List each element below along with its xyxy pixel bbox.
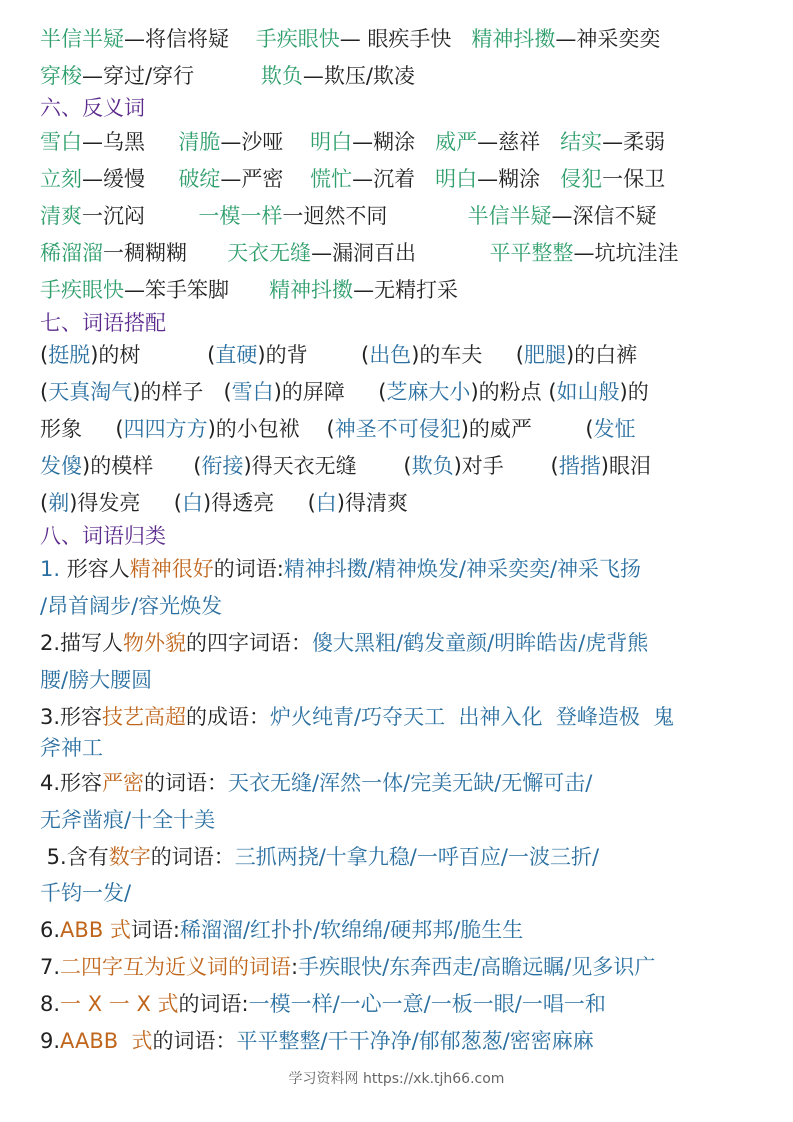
highlighted-term: AABB 式 [60, 1029, 153, 1053]
highlighted-term: 四四方方 [123, 417, 208, 441]
plain-text [345, 380, 378, 404]
highlighted-term: 清脆 [178, 130, 221, 154]
text-line [40, 554, 641, 584]
plain-text: — 眼疾手快 [339, 27, 452, 51]
plain-text: ( [115, 417, 124, 441]
plain-text: 3.形容 [40, 705, 103, 729]
plain-text: ( [223, 380, 232, 404]
section-heading [40, 308, 166, 338]
plain-text [300, 417, 327, 441]
plain-text [140, 491, 173, 515]
plain-text: )眼泪 [600, 454, 651, 478]
plain-text [283, 130, 310, 154]
heading-text: 七、词语搭配 [40, 311, 166, 335]
text-line [40, 164, 665, 194]
text-line [40, 952, 655, 982]
plain-text: ( [40, 491, 49, 515]
plain-text [415, 167, 435, 191]
plain-text [194, 64, 261, 88]
plain-text [229, 278, 269, 302]
plain-text: 的词语： [152, 1029, 237, 1053]
highlighted-term: 明白 [310, 130, 353, 154]
highlighted-term: 稀溜溜/红扑扑/软绵绵/硬邦邦/脆生生 [179, 918, 524, 942]
text-line [40, 702, 674, 732]
highlighted-term: 千钧一发/ [40, 881, 132, 905]
plain-text: 7. [40, 955, 61, 979]
plain-text: —笨手笨脚 [124, 278, 229, 302]
plain-text [387, 204, 467, 228]
highlighted-term: 直硬 [215, 343, 258, 367]
text-line [40, 628, 648, 658]
text-line [40, 733, 103, 763]
highlighted-term: 精神抖擞/精神焕发/神采奕奕/神采飞扬 [283, 557, 642, 581]
plain-text [451, 27, 471, 51]
page-footer: 学习资料网 https://xk.tjh66.com [288, 1071, 505, 1087]
highlighted-term: 肥腿 [523, 343, 566, 367]
plain-text: ( [173, 491, 182, 515]
plain-text [415, 130, 435, 154]
plain-text: : [291, 955, 299, 979]
text-line [40, 451, 651, 481]
heading-text: 八、词语归类 [40, 524, 166, 548]
plain-text: )的树 [90, 343, 141, 367]
text-line [40, 842, 599, 872]
plain-text: )的样子 [132, 380, 204, 404]
plain-text: —严密 [220, 167, 284, 191]
highlighted-term: 二四字互为近义词的词语 [60, 955, 292, 979]
plain-text: ( [515, 343, 524, 367]
plain-text: —漏洞百出 [311, 241, 417, 265]
plain-text: —将信将疑 [124, 27, 229, 51]
heading-text: 六、反义词 [40, 96, 145, 120]
plain-text: —深信不疑 [551, 204, 657, 228]
plain-text: ( [550, 454, 559, 478]
plain-text [357, 454, 404, 478]
highlighted-term: 雪白 [40, 130, 82, 154]
highlighted-term: 手疾眼快/东奔西走/高瞻远瞩/见多识广 [298, 955, 656, 979]
plain-text: 6. [40, 918, 61, 942]
plain-text: 形象 [40, 417, 82, 441]
plain-text: 一稠糊糊 [103, 241, 187, 265]
highlighted-term: 发怔 [593, 417, 636, 441]
plain-text: )的车夫 [411, 343, 483, 367]
highlighted-term: 欺负 [260, 64, 303, 88]
highlighted-term: 数字 [108, 845, 151, 869]
highlighted-term: 慌忙 [310, 167, 353, 191]
highlighted-term: 技艺高超 [102, 705, 187, 729]
plain-text: 9. [40, 1029, 61, 1053]
highlighted-term: 手疾眼快 [255, 27, 340, 51]
highlighted-term: 无斧凿痕/十全十美 [40, 808, 216, 832]
highlighted-term: 炉火纯青/巧夺天工 出神入化 登峰造极 鬼 [270, 705, 675, 729]
highlighted-term: 白 [315, 491, 337, 515]
plain-text: )的威严 [460, 417, 532, 441]
highlighted-term: 1. [40, 557, 67, 581]
highlighted-term: 一模一样/一心一意/一板一眼/一唱一和 [248, 992, 606, 1016]
text-line [40, 989, 606, 1019]
text-line [40, 768, 592, 798]
plain-text [540, 130, 560, 154]
text-line [40, 238, 679, 268]
highlighted-term: 破绽 [178, 167, 221, 191]
plain-text: —神采奕奕 [555, 27, 661, 51]
plain-text: ( [548, 380, 557, 404]
text-line [40, 414, 636, 444]
highlighted-term: 物外貌 [123, 631, 187, 655]
plain-text: ( [40, 343, 49, 367]
highlighted-term: 平平整整 [489, 241, 574, 265]
plain-text: 的四字词语： [186, 631, 313, 655]
plain-text: —糊涂 [477, 167, 541, 191]
plain-text: )的背 [257, 343, 308, 367]
plain-text: ( [40, 380, 49, 404]
plain-text [482, 343, 515, 367]
plain-text: —穿过/穿行 [82, 64, 195, 88]
plain-text [540, 167, 560, 191]
highlighted-term: 神圣不可侵犯 [334, 417, 461, 441]
plain-text [308, 343, 361, 367]
plain-text: )的粉点 [470, 380, 542, 404]
plain-text: ( [326, 417, 335, 441]
text-line [40, 805, 215, 835]
text-line [40, 61, 415, 91]
highlighted-term: /昂首阔步/容光焕发 [40, 594, 223, 618]
plain-text: 词语: [130, 918, 180, 942]
highlighted-term: 如山般 [556, 380, 620, 404]
highlighted-term: 雪白 [231, 380, 274, 404]
plain-text: —柔弱 [602, 130, 666, 154]
plain-text: ( [193, 454, 202, 478]
highlighted-term: 半信半疑 [40, 27, 124, 51]
text-line [40, 878, 131, 908]
highlighted-term: 立刻 [40, 167, 82, 191]
highlighted-term: 出色 [369, 343, 412, 367]
plain-text: ( [403, 454, 412, 478]
highlighted-term: 三抓两挠/十拿九稳/一呼百应/一波三折/ [234, 845, 600, 869]
highlighted-term: 傻大黑粗/鹤发童颜/明眸皓齿/虎背熊 [312, 631, 649, 655]
plain-text [187, 241, 227, 265]
highlighted-term: 明白 [435, 167, 478, 191]
plain-text [153, 454, 193, 478]
plain-text: —沙哑 [220, 130, 284, 154]
plain-text: 一沉闷 [82, 204, 145, 228]
text-line [40, 665, 152, 695]
plain-text: 8. [40, 992, 61, 1016]
plain-text: 的词语： [144, 771, 229, 795]
highlighted-term: 芝麻大小 [386, 380, 471, 404]
highlighted-term: 白 [182, 491, 203, 515]
plain-text: 一迥然不同 [282, 204, 388, 228]
plain-text [416, 241, 489, 265]
plain-text: 的词语： [150, 845, 235, 869]
highlighted-term: 威严 [435, 130, 478, 154]
plain-text: 一保卫 [602, 167, 666, 191]
plain-text [145, 130, 178, 154]
text-line [40, 201, 657, 231]
plain-text [229, 27, 256, 51]
plain-text: 的词语: [213, 557, 284, 581]
plain-text: ( [207, 343, 216, 367]
plain-text [504, 454, 551, 478]
plain-text: )得天衣无缝 [243, 454, 357, 478]
plain-text: —慈祥 [477, 130, 541, 154]
plain-text [145, 167, 178, 191]
highlighted-term: 剃 [48, 491, 70, 515]
highlighted-term: 发傻 [40, 454, 82, 478]
highlighted-term: ABB 式 [60, 918, 131, 942]
plain-text: —糊涂 [352, 130, 416, 154]
plain-text: —欺压/欺凌 [302, 64, 415, 88]
plain-text: —无精打采 [353, 278, 459, 302]
plain-text: 5.含有 [40, 845, 109, 869]
highlighted-term: 穿梭 [40, 64, 82, 88]
text-line [40, 127, 665, 157]
plain-text: —乌黑 [82, 130, 145, 154]
highlighted-term: 天衣无缝 [227, 241, 312, 265]
plain-text: 的词语: [178, 992, 249, 1016]
plain-text: ( [307, 491, 316, 515]
highlighted-term: 天真淘气 [48, 380, 133, 404]
text-line [40, 340, 637, 370]
highlighted-term: 侵犯 [560, 167, 603, 191]
plain-text: )的 [619, 380, 649, 404]
plain-text: ( [378, 380, 387, 404]
plain-text: )得清爽 [336, 491, 408, 515]
plain-text: 2.描写人 [40, 631, 124, 655]
highlighted-term: 平平整整/干干净净/郁郁葱葱/密密麻麻 [236, 1029, 594, 1053]
plain-text: 形容人 [66, 557, 130, 581]
highlighted-term: 挺脱 [48, 343, 91, 367]
plain-text [203, 380, 223, 404]
highlighted-term: 一 X 一 X 式 [60, 992, 179, 1016]
highlighted-term: 精神抖擞 [269, 278, 354, 302]
text-line [40, 488, 408, 518]
highlighted-term: 天衣无缝/浑然一体/完美无缺/无懈可击/ [228, 771, 593, 795]
highlighted-term: 腰/膀大腰圆 [40, 668, 153, 692]
plain-text: 的成语： [186, 705, 271, 729]
highlighted-term: 欺负 [411, 454, 454, 478]
plain-text: 4.形容 [40, 771, 103, 795]
highlighted-term: 半信半疑 [467, 204, 552, 228]
plain-text [145, 204, 198, 228]
plain-text: )的小包袱 [207, 417, 300, 441]
highlighted-term: 揩揩 [558, 454, 601, 478]
highlighted-term: 精神抖擞 [471, 27, 556, 51]
highlighted-term: 严密 [102, 771, 145, 795]
highlighted-term: 清爽 [40, 204, 82, 228]
plain-text [82, 417, 115, 441]
highlighted-term: 精神很好 [129, 557, 214, 581]
highlighted-term: 手疾眼快 [40, 278, 124, 302]
plain-text [140, 343, 207, 367]
plain-text: )的白裤 [565, 343, 638, 367]
plain-text [274, 491, 307, 515]
text-line [40, 377, 649, 407]
text-line [40, 591, 222, 621]
text-line [40, 275, 458, 305]
highlighted-term: 斧神工 [40, 736, 103, 760]
plain-text: )得发亮 [69, 491, 141, 515]
plain-text: —缓慢 [82, 167, 145, 191]
plain-text: )的屏障 [273, 380, 345, 404]
text-line [40, 24, 660, 54]
plain-text: )得透亮 [203, 491, 275, 515]
plain-text: ( [585, 417, 594, 441]
highlighted-term: 稀溜溜 [40, 241, 103, 265]
plain-text: )的模样 [82, 454, 154, 478]
text-line [40, 915, 523, 945]
highlighted-term: 衔接 [201, 454, 244, 478]
section-heading [40, 521, 166, 551]
highlighted-term: 一模一样 [198, 204, 283, 228]
text-line [40, 1026, 594, 1056]
plain-text: —沉着 [352, 167, 416, 191]
section-heading [40, 93, 145, 123]
highlighted-term: 结实 [560, 130, 603, 154]
plain-text [283, 167, 310, 191]
plain-text: ( [360, 343, 370, 367]
plain-text [532, 417, 585, 441]
plain-text: —坑坑洼洼 [573, 241, 679, 265]
plain-text: )对手 [453, 454, 504, 478]
